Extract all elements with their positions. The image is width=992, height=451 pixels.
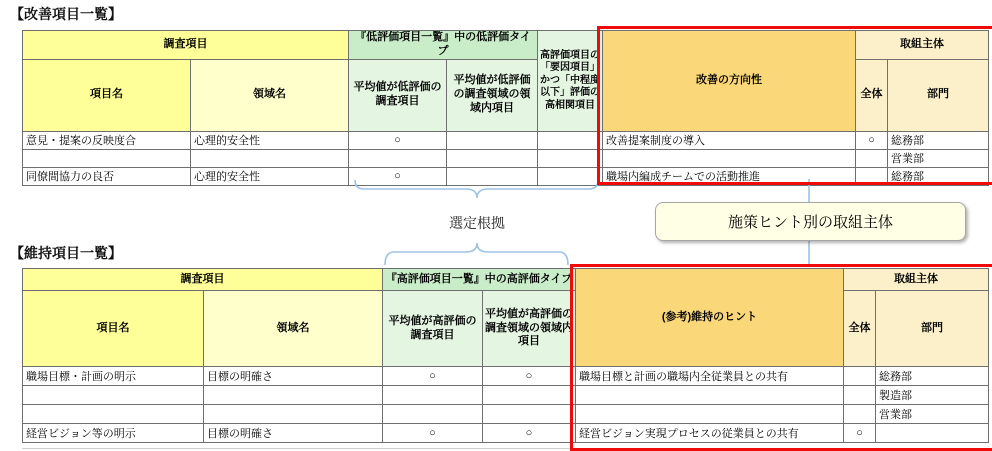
cell-improve-r2-item: 同僚間協力の良否 (23, 167, 191, 185)
cell-maintain-r3-c2: ○ (483, 424, 576, 443)
improve-header-dept: 部門 (888, 59, 989, 131)
cell-improve-r0-dept: 総務部 (888, 131, 989, 149)
cell-improve-r0-all: ○ (856, 131, 888, 149)
improve-header-low-avg-domain-item: 平均値が低評価の調査領域の領域内項目 (447, 59, 538, 131)
maintain-header-item-name: 項目名 (23, 291, 204, 367)
cell-improve-r2-domain: 心理的安全性 (191, 167, 349, 185)
selection-basis-lower-brace-icon (385, 243, 568, 265)
improve-header-low-type-group: 『低評価項目一覧』中の低評価タイプ (349, 31, 538, 60)
cell-maintain-r0-dept: 総務部 (876, 367, 989, 386)
selection-basis-label: 選定根拠 (449, 215, 505, 231)
cell-maintain-r2-dept: 営業部 (876, 405, 989, 424)
maintain-header-high-avg-item: 平均値が高評価の調査項目 (383, 291, 483, 367)
maintain-header-dept: 部門 (876, 291, 989, 367)
cell-improve-r0-item: 意見・提案の反映度合 (23, 131, 191, 149)
maintain-header-hint: (参考)維持のヒント (576, 269, 844, 367)
selection-basis-upper-brace-icon (355, 180, 598, 198)
cell-improve-r2-direction: 職場内編成チームでの活動推進 (603, 167, 856, 185)
cell-improve-r2-c1: ○ (349, 167, 447, 185)
cell-improve-r0-direction: 改善提案制度の導入 (603, 131, 856, 149)
cell-maintain-r3-all: ○ (844, 424, 876, 443)
improve-header-low-avg-item: 平均値が低評価の調査項目 (349, 59, 447, 131)
improve-header-domain-name: 領域名 (191, 59, 349, 131)
improve-header-survey-group: 調査項目 (23, 31, 349, 60)
cell-improve-r1-dept: 営業部 (888, 149, 989, 167)
improve-header-direction: 改善の方向性 (603, 31, 856, 132)
maintain-highlight-frame (570, 264, 992, 451)
cell-maintain-r3-domain: 目標の明確さ (204, 424, 383, 443)
cell-maintain-r3-c1: ○ (383, 424, 483, 443)
improve-header-all: 全体 (856, 59, 888, 131)
cell-maintain-r0-item: 職場目標・計画の明示 (23, 367, 204, 386)
improve-header-item-name: 項目名 (23, 59, 191, 131)
improve-header-body-group: 取組主体 (856, 31, 989, 60)
cell-improve-r0-domain: 心理的安全性 (191, 131, 349, 149)
improve-table-title: 【改善項目一覧】 (10, 6, 122, 22)
cell-maintain-r3-hint: 経営ビジョン実現プロセスの従業員との共有 (576, 424, 844, 443)
cell-maintain-r0-hint: 職場目標と計画の職場内全従業員との共有 (576, 367, 844, 386)
maintain-header-high-avg-domain-item: 平均値が高評価の調査領域の領域内項目 (483, 291, 576, 367)
cell-maintain-r3-item: 経営ビジョン等の明示 (23, 424, 204, 443)
maintain-table-title: 【維持項目一覧】 (10, 245, 122, 261)
maintain-header-all: 全体 (844, 291, 876, 367)
cell-maintain-r0-c1: ○ (383, 367, 483, 386)
maintain-header-domain-name: 領域名 (204, 291, 383, 367)
maintain-header-survey-group: 調査項目 (23, 269, 383, 291)
maintain-header-high-type-group: 『高評価項目一覧』中の高評価タイプ (383, 269, 576, 291)
hint-owner-callout (655, 202, 966, 241)
cell-improve-r0-c1: ○ (349, 131, 447, 149)
cell-maintain-r0-domain: 目標の明確さ (204, 367, 383, 386)
hint-owner-callout-label: 施策ヒント別の取組主体 (727, 214, 893, 231)
improve-highlight-frame (597, 26, 992, 185)
cell-improve-r2-dept: 総務部 (888, 167, 989, 185)
cell-maintain-r0-c2: ○ (483, 367, 576, 386)
improve-header-high-corr: 高評価項目の「要因項目」かつ「中程度以下」評価の高相関項目 (538, 31, 603, 132)
cell-maintain-r1-dept: 製造部 (876, 386, 989, 405)
maintain-header-body-group: 取組主体 (844, 269, 989, 291)
